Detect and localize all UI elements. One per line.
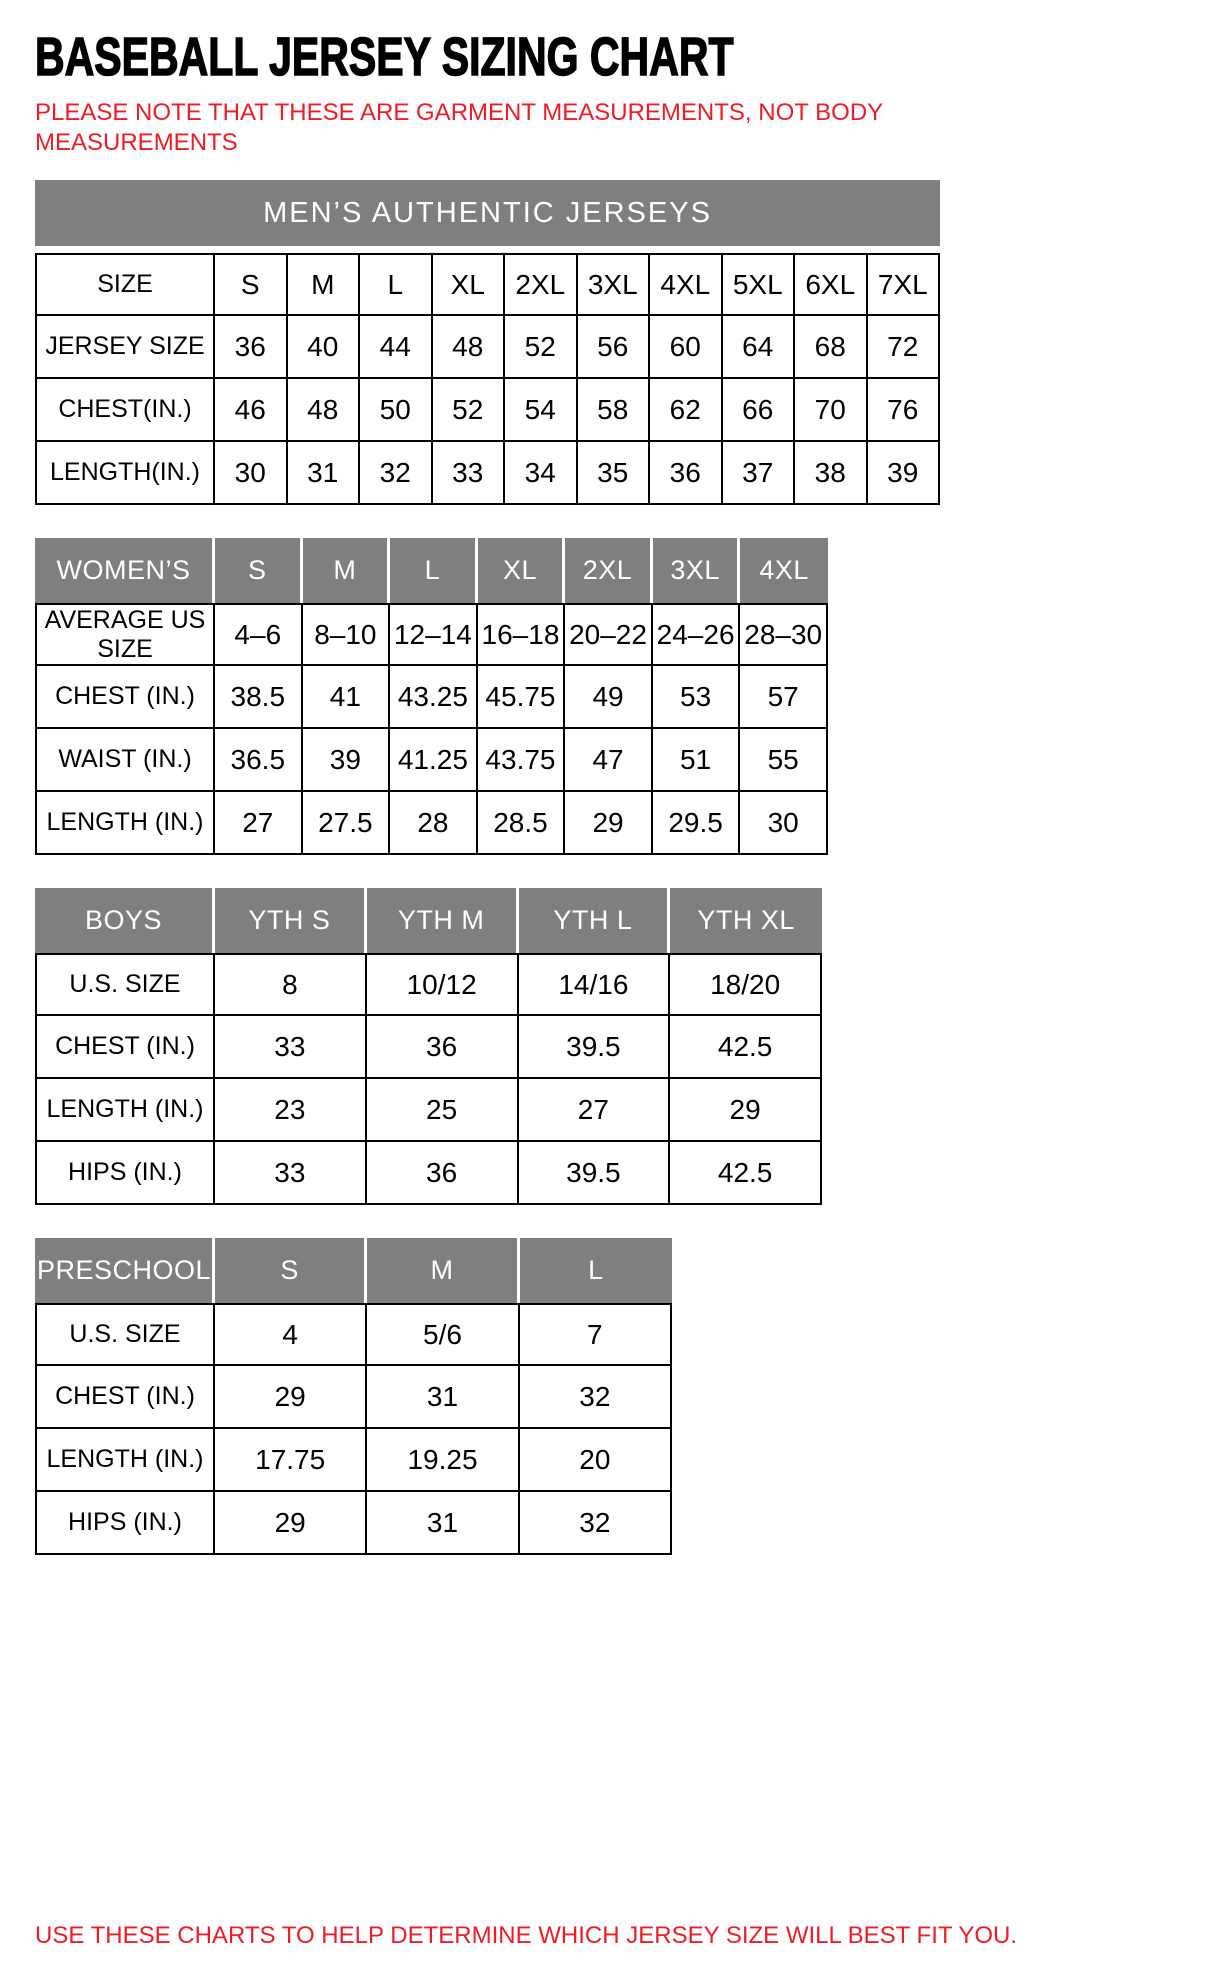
womens-header-cell: 4XL (740, 538, 828, 603)
boys-table-row (35, 1142, 822, 1205)
mens-value-cell: 32 (360, 442, 433, 505)
mens-table-title-bar: MEN’S AUTHENTIC JERSEYS (35, 180, 940, 246)
mens-value-cell: 5XL (723, 253, 796, 316)
womens-value-cell: 20–22 (565, 603, 653, 666)
preschool-value-cell: 29 (215, 1366, 367, 1429)
mens-value-cell: L (360, 253, 433, 316)
womens-header-cell: XL (478, 538, 566, 603)
preschool-row-label: HIPS (IN.) (35, 1492, 215, 1555)
mens-value-cell: 70 (795, 379, 868, 442)
mens-table-row (35, 442, 940, 505)
boys-table (35, 888, 822, 1205)
womens-value-cell: 28–30 (740, 603, 828, 666)
preschool-value-cell: 29 (215, 1492, 367, 1555)
boys-row-label: LENGTH (IN.) (35, 1079, 215, 1142)
boys-header-cell: YTH M (367, 888, 519, 953)
boys-value-cell: 33 (215, 1016, 367, 1079)
mens-value-cell: 76 (868, 379, 941, 442)
womens-value-cell: 38.5 (215, 666, 303, 729)
womens-value-cell: 45.75 (478, 666, 566, 729)
mens-value-cell: 3XL (578, 253, 651, 316)
preschool-value-cell: 20 (520, 1429, 672, 1492)
boys-row-label: U.S. SIZE (35, 953, 215, 1016)
womens-row-label: AVERAGE US SIZE (35, 603, 215, 666)
preschool-value-cell: 32 (520, 1492, 672, 1555)
womens-header-row (35, 538, 828, 603)
mens-value-cell: 58 (578, 379, 651, 442)
boys-value-cell: 23 (215, 1079, 367, 1142)
womens-value-cell: 29.5 (653, 792, 741, 855)
womens-row-label: LENGTH (IN.) (35, 792, 215, 855)
womens-value-cell: 12–14 (390, 603, 478, 666)
boys-sizing-table (35, 888, 822, 1205)
mens-value-cell: 37 (723, 442, 796, 505)
preschool-table-row (35, 1366, 672, 1429)
womens-value-cell: 29 (565, 792, 653, 855)
preschool-value-cell: 7 (520, 1303, 672, 1366)
boys-header-cell: YTH XL (670, 888, 822, 953)
preschool-table (35, 1238, 672, 1555)
boys-header-cell: YTH L (519, 888, 671, 953)
mens-value-cell: 39 (868, 442, 941, 505)
preschool-value-cell: 5/6 (367, 1303, 519, 1366)
womens-value-cell: 8–10 (303, 603, 391, 666)
womens-value-cell: 51 (653, 729, 741, 792)
boys-table-row (35, 1079, 822, 1142)
boys-value-cell: 36 (367, 1142, 519, 1205)
womens-header-cell: 2XL (565, 538, 653, 603)
womens-value-cell: 27.5 (303, 792, 391, 855)
preschool-table-row (35, 1492, 672, 1555)
womens-value-cell: 30 (740, 792, 828, 855)
mens-value-cell: 46 (215, 379, 288, 442)
mens-row-label: LENGTH(IN.) (35, 442, 215, 505)
preschool-value-cell: 31 (367, 1366, 519, 1429)
mens-table (35, 253, 940, 505)
womens-table-row (35, 666, 828, 729)
mens-value-cell: 36 (650, 442, 723, 505)
womens-value-cell: 39 (303, 729, 391, 792)
womens-header-label: WOMEN’S (35, 538, 215, 603)
boys-value-cell: 29 (670, 1079, 822, 1142)
womens-table-row (35, 729, 828, 792)
womens-value-cell: 55 (740, 729, 828, 792)
footer-note: USE THESE CHARTS TO HELP DETERMINE WHICH JERSEY SIZE WILL BEST FIT YOU. (35, 1922, 1018, 1949)
womens-value-cell: 47 (565, 729, 653, 792)
mens-value-cell: 60 (650, 316, 723, 379)
mens-value-cell: 62 (650, 379, 723, 442)
womens-table (35, 538, 828, 855)
preschool-value-cell: 4 (215, 1303, 367, 1366)
mens-row-label: CHEST(IN.) (35, 379, 215, 442)
mens-value-cell: XL (433, 253, 506, 316)
womens-value-cell: 4–6 (215, 603, 303, 666)
preschool-row-label: LENGTH (IN.) (35, 1429, 215, 1492)
womens-table-row (35, 603, 828, 666)
boys-header-cell: YTH S (215, 888, 367, 953)
mens-value-cell: S (215, 253, 288, 316)
womens-row-label: CHEST (IN.) (35, 666, 215, 729)
womens-value-cell: 27 (215, 792, 303, 855)
womens-sizing-table (35, 538, 828, 855)
mens-value-cell: 2XL (505, 253, 578, 316)
boys-table-row (35, 953, 822, 1016)
mens-value-cell: 52 (505, 316, 578, 379)
preschool-row-label: U.S. SIZE (35, 1303, 215, 1366)
boys-header-label: BOYS (35, 888, 215, 953)
preschool-value-cell: 19.25 (367, 1429, 519, 1492)
boys-value-cell: 42.5 (670, 1016, 822, 1079)
boys-value-cell: 27 (519, 1079, 671, 1142)
preschool-value-cell: 31 (367, 1492, 519, 1555)
womens-value-cell: 43.25 (390, 666, 478, 729)
mens-value-cell: 48 (433, 316, 506, 379)
womens-header-cell: M (303, 538, 391, 603)
womens-value-cell: 43.75 (478, 729, 566, 792)
womens-value-cell: 24–26 (653, 603, 741, 666)
mens-value-cell: 30 (215, 442, 288, 505)
womens-value-cell: 16–18 (478, 603, 566, 666)
womens-header-cell: L (390, 538, 478, 603)
preschool-header-cell: S (215, 1238, 367, 1303)
boys-value-cell: 36 (367, 1016, 519, 1079)
mens-value-cell: 7XL (868, 253, 941, 316)
mens-value-cell: M (288, 253, 361, 316)
boys-value-cell: 39.5 (519, 1016, 671, 1079)
womens-row-label: WAIST (IN.) (35, 729, 215, 792)
mens-table-row (35, 379, 940, 442)
boys-value-cell: 18/20 (670, 953, 822, 1016)
preschool-header-cell: M (367, 1238, 519, 1303)
mens-table-row (35, 253, 940, 316)
garment-measurements-note: PLEASE NOTE THAT THESE ARE GARMENT MEASUREMENTS, NOT BODY MEASUREMENTS (35, 99, 883, 156)
mens-table-row (35, 316, 940, 379)
preschool-table-row (35, 1429, 672, 1492)
mens-value-cell: 35 (578, 442, 651, 505)
womens-value-cell: 36.5 (215, 729, 303, 792)
womens-value-cell: 28.5 (478, 792, 566, 855)
page-title: BASEBALL JERSEY SIZING CHART (35, 27, 734, 87)
mens-value-cell: 54 (505, 379, 578, 442)
mens-sizing-table (35, 180, 940, 505)
boys-value-cell: 8 (215, 953, 367, 1016)
boys-value-cell: 33 (215, 1142, 367, 1205)
womens-value-cell: 41 (303, 666, 391, 729)
mens-value-cell: 50 (360, 379, 433, 442)
mens-value-cell: 64 (723, 316, 796, 379)
preschool-header-label: PRESCHOOL (35, 1238, 215, 1303)
preschool-header-cell: L (520, 1238, 672, 1303)
boys-value-cell: 25 (367, 1079, 519, 1142)
mens-value-cell: 31 (288, 442, 361, 505)
womens-value-cell: 41.25 (390, 729, 478, 792)
boys-header-row (35, 888, 822, 953)
preschool-header-row (35, 1238, 672, 1303)
preschool-value-cell: 32 (520, 1366, 672, 1429)
mens-value-cell: 6XL (795, 253, 868, 316)
preschool-value-cell: 17.75 (215, 1429, 367, 1492)
womens-value-cell: 53 (653, 666, 741, 729)
preschool-table-row (35, 1303, 672, 1366)
boys-table-row (35, 1016, 822, 1079)
mens-value-cell: 44 (360, 316, 433, 379)
womens-table-row (35, 792, 828, 855)
boys-value-cell: 10/12 (367, 953, 519, 1016)
mens-value-cell: 68 (795, 316, 868, 379)
womens-value-cell: 57 (740, 666, 828, 729)
mens-value-cell: 4XL (650, 253, 723, 316)
mens-value-cell: 48 (288, 379, 361, 442)
mens-value-cell: 34 (505, 442, 578, 505)
womens-header-cell: S (215, 538, 303, 603)
womens-value-cell: 28 (390, 792, 478, 855)
boys-row-label: CHEST (IN.) (35, 1016, 215, 1079)
mens-value-cell: 66 (723, 379, 796, 442)
boys-value-cell: 39.5 (519, 1142, 671, 1205)
mens-value-cell: 38 (795, 442, 868, 505)
mens-value-cell: 56 (578, 316, 651, 379)
boys-value-cell: 14/16 (519, 953, 671, 1016)
boys-value-cell: 42.5 (670, 1142, 822, 1205)
preschool-sizing-table (35, 1238, 672, 1555)
mens-value-cell: 40 (288, 316, 361, 379)
mens-value-cell: 52 (433, 379, 506, 442)
mens-value-cell: 36 (215, 316, 288, 379)
boys-row-label: HIPS (IN.) (35, 1142, 215, 1205)
tables-container (35, 180, 1185, 1588)
mens-value-cell: 72 (868, 316, 941, 379)
mens-row-label: JERSEY SIZE (35, 316, 215, 379)
womens-value-cell: 49 (565, 666, 653, 729)
mens-value-cell: 33 (433, 442, 506, 505)
mens-row-label: SIZE (35, 253, 215, 316)
womens-header-cell: 3XL (653, 538, 741, 603)
preschool-row-label: CHEST (IN.) (35, 1366, 215, 1429)
